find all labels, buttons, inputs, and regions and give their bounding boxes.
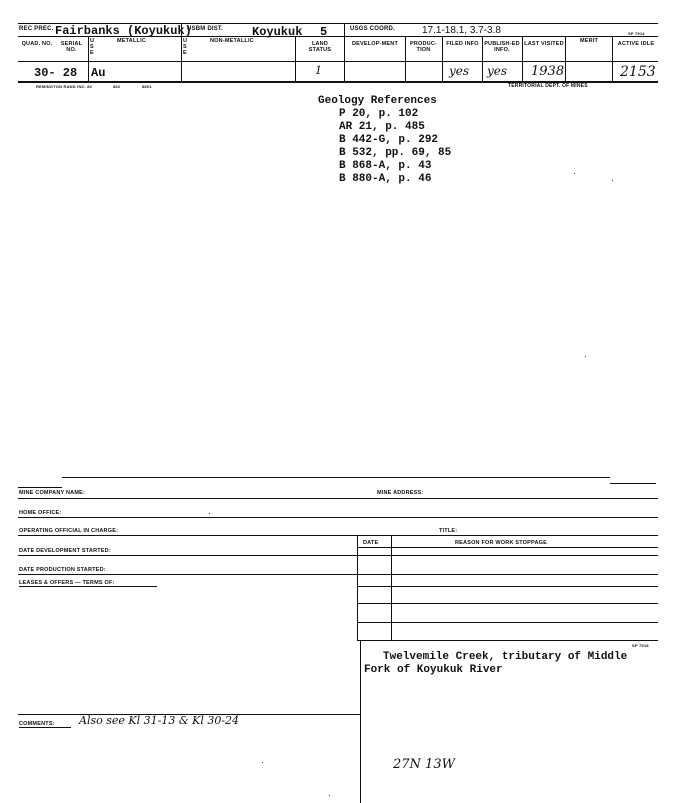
stoppage-date-sep — [391, 535, 392, 640]
printer-code-2: 8801 — [142, 84, 152, 89]
form-number-bottom: SP 7918 — [632, 643, 649, 648]
col-usbm-left-2: S — [90, 44, 94, 50]
col-development: DEVELOP-MENT — [351, 41, 399, 47]
printer-code-1: 882 — [113, 84, 121, 89]
form-rule — [18, 555, 658, 556]
geology-reference: B 868-A, p. 43 — [339, 160, 432, 172]
stoppage-rule — [357, 547, 658, 548]
usgs-coord-label: USGS COORD. — [350, 26, 395, 32]
speck — [262, 762, 263, 763]
form-rule — [18, 535, 658, 536]
col-usbm-left-3: E — [90, 50, 94, 56]
rec-prec-label: REC PREC. — [19, 26, 54, 32]
speck — [329, 795, 330, 796]
usbm-dist-mark: 5 — [320, 25, 328, 39]
form-rule — [18, 574, 658, 575]
col-sep — [181, 36, 182, 81]
speck — [574, 173, 575, 174]
col-sep — [442, 36, 443, 81]
record-active-idle: 2153 — [620, 64, 656, 80]
col-last-visited: LAST VISITED — [524, 41, 564, 47]
title-label: TITLE: — [439, 528, 458, 534]
lower-top-rule-left — [18, 487, 62, 488]
col-metallic: METALLIC — [117, 38, 146, 44]
usbm-dist-value: Koyukuk — [252, 25, 303, 39]
operating-official-label: OPERATING OFFICIAL IN CHARGE: — [19, 528, 119, 534]
lower-top-rule — [62, 477, 610, 478]
col-quad-no: QUAD. NO. — [21, 41, 53, 47]
stoppage-rule — [357, 603, 658, 604]
header-sep — [344, 23, 345, 36]
mine-company-label: MINE COMPANY NAME: — [19, 490, 86, 496]
geology-references — [318, 95, 451, 186]
col-sep — [612, 36, 613, 81]
col-non-metallic: NON-METALLIC — [210, 38, 254, 44]
stoppage-rule — [357, 640, 658, 641]
col-merit: MERIT — [580, 38, 599, 44]
columns-divider — [18, 61, 658, 62]
col-published-info: PUBLISH-ED INFO. — [484, 41, 520, 53]
record-last-visited: 1938 — [531, 64, 565, 79]
date-col-label: DATE — [363, 540, 379, 546]
record-land-status: 1 — [315, 64, 322, 77]
geology-reference: AR 21, p. 485 — [339, 121, 425, 133]
col-land-status: LAND STATUS — [308, 41, 332, 53]
leases-label: LEASES & OFFERS — TERMS OF: — [19, 580, 115, 586]
leases-underline — [19, 586, 157, 587]
mine-address-label: MINE ADDRESS: — [377, 490, 424, 496]
form-rule — [18, 517, 658, 518]
col-production: PRODUC-TION — [409, 41, 438, 53]
col-sep — [565, 36, 566, 81]
col-serial-no: SERIAL NO. — [60, 41, 83, 53]
usbm-dist-label: USBM DIST. — [187, 26, 224, 32]
geology-reference: P 20, p. 102 — [339, 108, 419, 120]
speck — [585, 356, 586, 357]
col-usbm-left-1: U — [90, 38, 95, 44]
usgs-coord-value: 17.1-18.1, 3.7-3.8 — [422, 25, 501, 36]
record-metallic: Au — [91, 66, 106, 80]
comments-label: COMMENTS: — [19, 721, 55, 727]
col-sep — [88, 36, 89, 81]
header-sep — [181, 23, 182, 36]
stoppage-rule — [357, 586, 658, 587]
stoppage-left-border — [357, 535, 358, 640]
geology-reference: B 442-G, p. 292 — [339, 134, 439, 146]
record-filed-info: yes — [449, 64, 470, 78]
printer-left: REMINGTON RAND INC. 80 — [36, 84, 93, 89]
form-rule — [18, 498, 658, 499]
col-usbm-right-3: E — [183, 50, 187, 56]
home-office-label: HOME OFFICE: — [19, 510, 62, 516]
lower-top-rule-right — [610, 483, 656, 484]
bottom-note: 27N 13W — [393, 757, 455, 772]
col-filed-info: FILED INFO — [446, 41, 479, 47]
stoppage-rule — [357, 622, 658, 623]
speck — [209, 513, 210, 514]
reason-col-label: REASON FOR WORK STOPPAGE — [455, 540, 547, 546]
col-sep — [522, 36, 523, 81]
col-sep — [295, 36, 296, 81]
date-production-label: DATE PRODUCTION STARTED: — [19, 567, 106, 573]
record-published-info: yes — [487, 64, 508, 78]
rec-prec-value: Fairbanks (Koyukuk) — [55, 24, 192, 38]
date-development-label: DATE DEVELOPMENT STARTED: — [19, 548, 111, 554]
record-quad-serial: 30- 28 — [34, 66, 78, 80]
col-sep — [344, 36, 345, 81]
comments-underline — [19, 727, 71, 728]
form-number-top: SP 7914 — [628, 31, 645, 36]
col-usbm-right-1: U — [183, 38, 188, 44]
geology-reference: B 880-A, p. 46 — [339, 173, 432, 185]
geology-title: Geology References — [318, 95, 437, 107]
location-note: Twelvemile Creek, tributary of Middle Fork of Koyukuk River — [364, 651, 628, 676]
comments-divider — [360, 640, 361, 803]
col-usbm-right-2: S — [183, 44, 187, 50]
speck — [612, 180, 613, 181]
printer-right: TERRITORIAL DEPT. OF MINES — [508, 83, 588, 89]
geology-reference: B 532, pp. 69, 85 — [339, 147, 452, 159]
col-active-idle: ACTIVE IDLE — [617, 41, 655, 47]
comments-value: Also see Kl 31-13 & Kl 30-24 — [79, 714, 240, 727]
